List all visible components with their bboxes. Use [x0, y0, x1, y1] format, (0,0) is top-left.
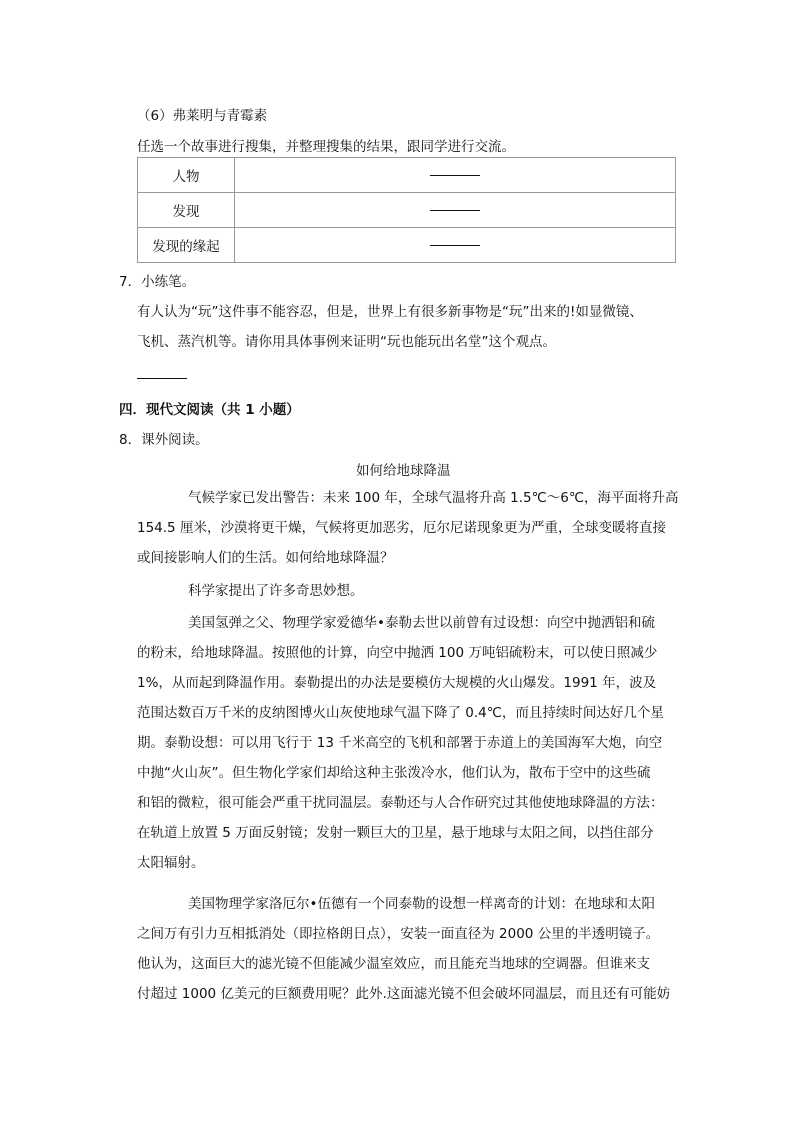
blank-line	[430, 209, 480, 211]
paragraph-4	[137, 889, 670, 1009]
row-label-origin: 发现的缘起	[138, 228, 235, 263]
para-line: 科学家提出了许多奇思妙想。	[188, 583, 364, 599]
q7-answer-blank	[137, 378, 187, 379]
q6-instruction: 任选一个故事进行搜集，并整理搜集的结果，跟同学进行交流。	[137, 139, 515, 155]
para-line: 范围达数百万千米的皮纳图博火山灰使地球气温下降了 0.4℃，而且持续时间达好几个星	[137, 705, 664, 721]
row-label-discovery: 发现	[138, 193, 235, 228]
paragraph-1	[137, 483, 679, 573]
table-row	[138, 158, 676, 193]
story-table	[137, 157, 676, 263]
q7-line: 飞机、蒸汽机等。请你用具体事例来证明“玩也能玩出名堂”这个观点。	[137, 334, 556, 350]
para-line: 在轨道上放置 5 万面反射镜；发射一颗巨大的卫星，悬于地球与太阳之间，以挡住部分	[137, 825, 654, 841]
section-heading: 四．现代文阅读（共 1 小题）	[119, 402, 300, 418]
answer-blank	[235, 193, 676, 228]
q7-line: 有人认为“玩”这件事不能容忍，但是，世界上有很多新事物是“玩”出来的!如显微镜、	[137, 304, 643, 320]
para-line: 期。泰勒设想：可以用飞行于 13 千米高空的飞机和部署于赤道上的美国海军大炮，向空	[137, 735, 663, 751]
para-line: 他认为，这面巨大的滤光镜不但能减少温室效应，而且能充当地球的空调器。但谁来支	[137, 956, 650, 972]
blank-line	[430, 244, 480, 246]
para-line: 美国氢弹之父、物理学家爱德华•泰勒去世以前曾有过设想：向空中抛洒铝和硫	[188, 615, 655, 631]
para-line: 中抛“火山灰”。但生物化学家们却给这种主张泼冷水，他们认为，散布于空中的这些硫	[137, 765, 651, 781]
table-row	[138, 193, 676, 228]
blank-line	[430, 174, 480, 176]
para-line: 或间接影响人们的生活。如何给地球降温？	[137, 550, 394, 566]
table-row	[138, 228, 676, 263]
q8-title: 8．课外阅读。	[119, 432, 209, 448]
para-line: 太阳辐射。	[137, 855, 205, 871]
para-line: 之间万有引力互相抵消处（即拉格朗日点），安装一面直径为 2000 公里的半透明镜子。	[137, 926, 660, 942]
para-line: 付超过 1000 亿美元的巨额费用呢？此外.这面滤光镜不但会破坏同温层，而且还有可能妨	[137, 986, 671, 1002]
para-line: 1%，从而起到降温作用。泰勒提出的办法是要模仿大规模的火山爆发。1991 年，波及	[137, 675, 657, 691]
para-line: 美国物理学家洛厄尔•伍德有一个同泰勒的设想一样离奇的计划：在地球和太阳	[188, 896, 655, 912]
q6-item: （6）弗莱明与青霉素	[137, 108, 268, 124]
paragraph-3	[137, 608, 664, 878]
q7-title: 7．小练笔。	[119, 274, 196, 290]
row-label-person: 人物	[138, 158, 235, 193]
answer-blank	[235, 158, 676, 193]
para-line: 154.5 厘米，沙漠将更干燥，气候将更加恶劣，厄尔尼诺现象更为严重，全球变暖将直接	[137, 520, 666, 536]
para-line: 气候学家已发出警告：未来 100 年，全球气温将升高 1.5℃～6℃，海平面将升高	[188, 490, 679, 506]
article-title: 如何给地球降温	[356, 463, 451, 479]
para-line: 的粉末，给地球降温。按照他的计算，向空中抛洒 100 万吨铝硫粉末，可以使日照减少	[137, 645, 658, 661]
answer-blank	[235, 228, 676, 263]
para-line: 和铝的微粒，很可能会严重干扰同温层。泰勒还与人合作研究过其他使地球降温的方法：	[137, 795, 664, 811]
paragraph-2	[137, 576, 364, 606]
q7-prompt	[137, 297, 643, 357]
